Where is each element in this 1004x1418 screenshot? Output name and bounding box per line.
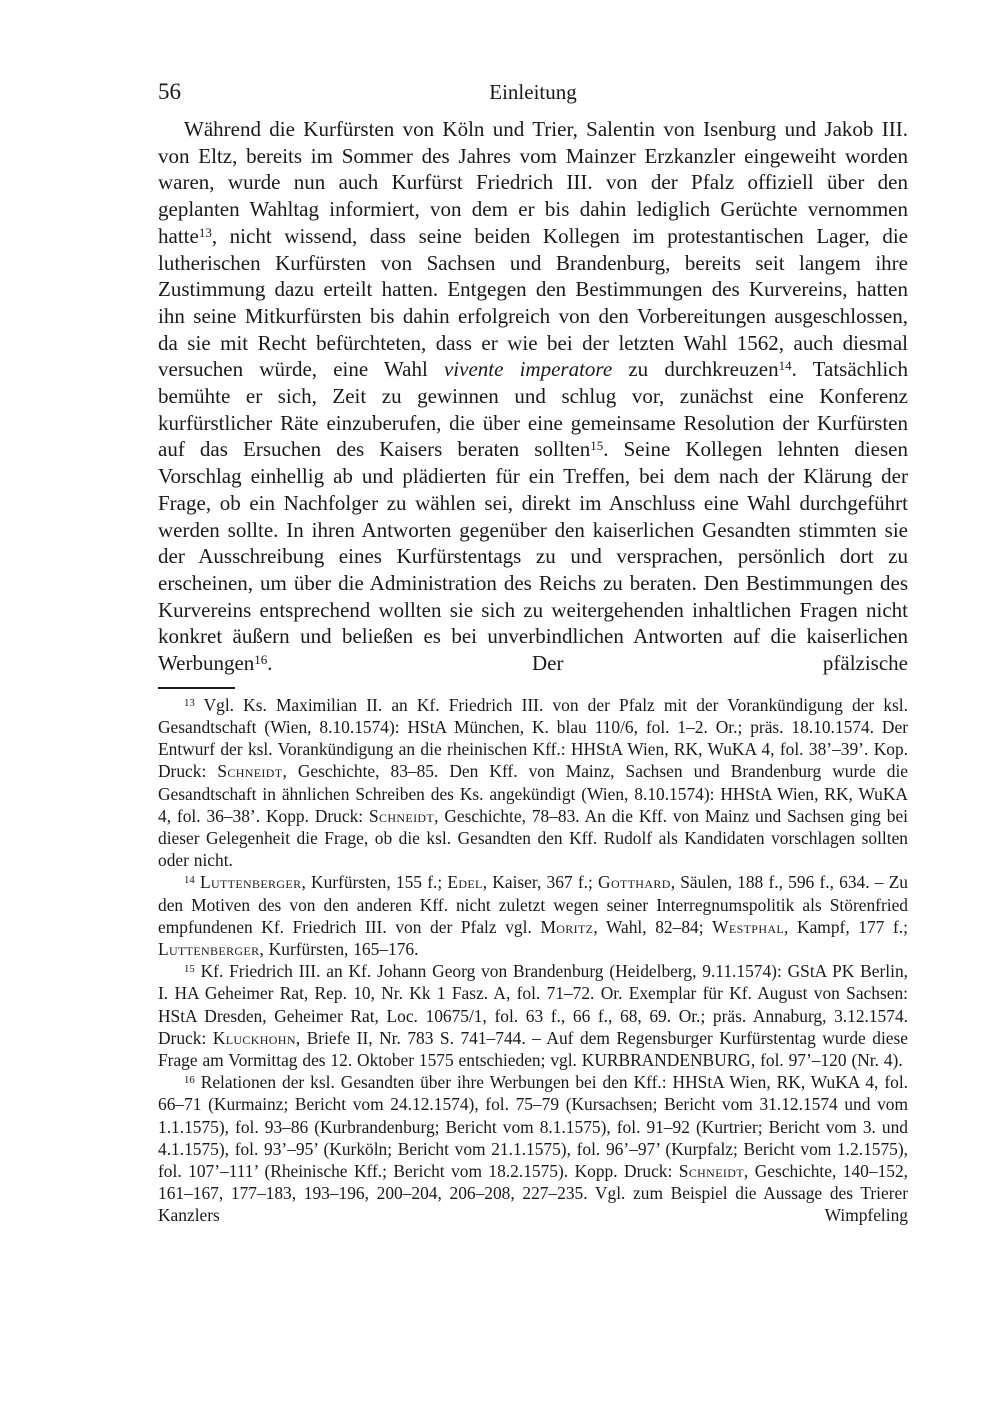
author-name-smallcaps: Westphal [712,916,785,937]
footnote-marker: 13 [184,696,195,709]
footnote-marker: 13 [198,224,212,240]
text-run: , Kaiser, 367 f.; [482,872,599,893]
text-run: , Kurfürsten, 155 f.; [301,872,448,893]
text-run: , Geschichte, 140–152, 161–167, 177–183, 193–196, 200–204, 206–208, 227–235. Vgl. zum Beispiel die Aussage des Trierer Kanzlers Wimpfeling [158,1161,908,1226]
text-run: , Wahl, 82–84; [593,916,713,937]
footnote-marker: 15 [590,438,604,454]
text-run: , Kampf, 177 f.; [784,916,908,937]
text-run: zu durchkreuzen [612,357,779,382]
author-name-smallcaps: Schneidt [369,805,435,826]
main-text [158,116,908,677]
text-run: , nicht wissend, dass seine beiden Kollegen im protestantischen Lager, die lutherischen Kurfürsten von Sachsen und Brandenburg, bereits seit langem ihre Zustimmung dazu erteilt hatten. Entgegen den Bestimmungen des Kurvereins, hatten ihn seine Mitkurfürsten bis dahin erfolgreich von den Vorbereitungen ausgeschlossen, da sie mit Recht befürchteten, dass er wie bei der letzten Wahl 1562, auch diesmal versuchen würde, eine Wahl [158,223,908,382]
footnote-15 [158,960,908,1071]
text-run: Relationen der ksl. Gesandten über ihre Werbungen bei den Kff.: HHStA Wien, RK, WuKA 4, fol. 66–71 (Kurmainz; Bericht vom 24.12.1574), fol. 75–79 (Kursachsen; Bericht vom 31.12.1574 und vom 1.1.1575), fol. 93–86 (Kurbrandenburg; Bericht vom 8.1.1575), fol. 91–92 (Kurtrier; Bericht vom 3. und 4.1.1575), fol. 93’–95’ (Kurköln; Bericht vom 21.1.1575), fol. 96’–97’ (Kurpfalz; Bericht vom 1.2.1575), fol. 107’–111’ (Rheinische Kff.; Bericht vom 18.2.1575). Kopp. Druck: [158,1072,908,1182]
author-name-smallcaps: Schneidt [678,1161,744,1182]
running-title: Einleitung [489,80,577,104]
author-name-smallcaps: Schneidt [217,761,283,782]
footnote-separator [158,687,235,689]
footnote-marker: 14 [778,358,792,374]
text-run: , Säulen, 188 f., 596 f., 634. – Zu den Motiven des von den anderen Kff. nicht zuletzt wegen seiner Interregnumspolitik als Störenfried empfundenen Kf. Friedrich III. von der Pfalz vgl. [158,872,909,937]
footnote-14 [158,871,908,960]
text-run: , Geschichte, 78–83. An die Kff. von Mainz und Sachsen ging bei dieser Gelegenheit die Frage, ob die ksl. Gesandten den Kff. Rudolf als Kandidaten vorschlagen sollten oder nicht. [158,805,908,871]
text-run: , Kurfürsten, 165–176. [259,939,419,959]
author-name-smallcaps: Moritz [540,916,594,937]
author-name-smallcaps: Luttenberger [158,939,260,959]
author-name-smallcaps: Gotthard [598,872,671,893]
text-block [158,78,908,1227]
page-number: 56 [158,79,181,104]
footnote-marker: 15 [184,963,195,976]
text-run: Kf. Friedrich III. an Kf. Johann Georg von Brandenburg (Heidelberg, 9.11.1574): GStA PK Berlin, I. HA Geheimer Rat, Rep. 10, Nr. Kk 1 Fasz. A, fol. 71–72. Or. Exemplar für Kf. August von Sachsen: HStA Dresden, Geheimer Rat, Loc. 10675/1, fol. 63 f., 66 f., 68, 69. Or.; präs. Annaburg, 3.12.1574. Druck: [158,961,908,1048]
text-run: . Seine Kollegen lehnten diesen Vorschlag einhellig ab und plädierten für ein Treffen, bei dem nach der Klärung der Frage, ob ein Nachfolger zu wählen sei, direkt im Anschluss eine Wahl durchgeführt werden sollte. In ihren Antworten gegenüber den kaiserlichen Gesandten stimmten sie der Ausschreibung eines Kurfürstentags zu und versprachen, persönlich dort zu erscheinen, um über die Administration des Reichs zu beraten. Den Bestimmungen des Kurvereins entsprechend wollten sie sich zu weitergehenden inhaltlichen Fragen nicht konkret äußern und beließen es bei unverbindlichen Antworten auf die kaiserlichen Werbungen [158,437,908,676]
text-run: . Der pfälzische [267,651,908,676]
italic-phrase: vivente imperatore [443,357,613,382]
author-name-smallcaps: Edel [447,872,483,893]
footnote-13 [158,694,908,872]
footnote-marker: 16 [184,1074,195,1087]
footnotes-section [158,694,908,1227]
text-run: . Tatsächlich bemühte er sich, Zeit zu gewinnen und schlug vor, zunächst eine Konferenz kurfürstlicher Räte einzuberufen, die über eine gemeinsame Resolution der Kurfürsten auf das Ersuchen des Kaisers beraten sollten [158,357,908,462]
footnote-marker: 14 [184,874,195,887]
text-run: , Briefe II, Nr. 783 S. 741–744. – Auf dem Regensburger Kurfürstentag wurde diese Frage am Vormittag des 12. Oktober 1575 entschieden; vgl. KURBRANDENBURG, fol. 97’–120 (Nr. 4). [158,1027,908,1071]
text-run: Während die Kurfürsten von Köln und Trier, Salentin von Isenburg und Jakob III. von Eltz, bereits im Sommer des Jahres vom Mainzer Erzkanzler eingeweiht worden waren, wurde nun auch Kurfürst Friedrich III. von der Pfalz offiziell über den geplanten Wahltag informiert, von dem er bis dahin lediglich Gerüchte vernommen hatte [158,117,908,248]
text-run: Vgl. Ks. Maximilian II. an Kf. Friedrich III. von der Pfalz mit der Vorankündigung der ksl. Gesandtschaft (Wien, 8.10.1574): HStA München, K. blau 110/6, fol. 1–2. Or.; präs. 18.10.1574. Der Entwurf der ksl. Vorankündigung an die rheinischen Kff.: HHStA Wien, RK, WuKA 4, fol. 38’–39’. Kop. Druck: [158,694,908,782]
text-run: , Geschichte, 83–85. Den Kff. von Mainz, Sachsen und Brandenburg wurde die Gesandtschaft in ähnlichen Schreiben des Ks. angekündigt (Wien, 8.10.1574): HHStA Wien, RK, WuKA 4, fol. 36–38’. Kopp. Druck: [158,761,908,826]
footnote-16 [158,1071,908,1226]
author-name-smallcaps: Luttenberger [199,872,302,893]
author-name-smallcaps: Kluckhohn [212,1027,296,1048]
page-header [158,78,908,108]
footnote-marker: 16 [254,652,268,668]
body-paragraph [158,116,908,677]
